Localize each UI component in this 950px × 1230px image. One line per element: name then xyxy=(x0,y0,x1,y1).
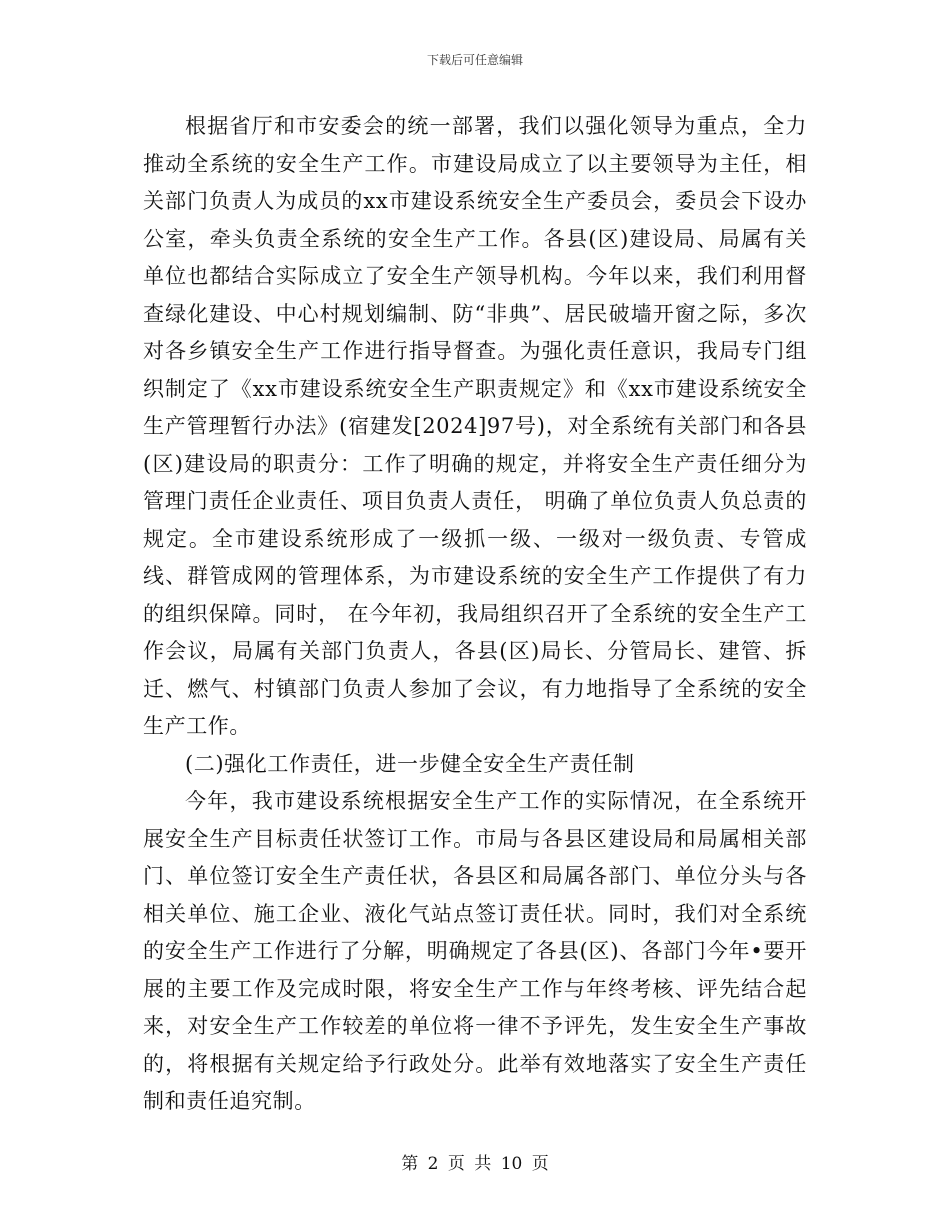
document-body xyxy=(143,108,807,1121)
paragraph-leadership: 根据省厅和市安委会的统一部署，我们以强化领导为重点，全力推动全系统的安全生产工作。市建设局成立了以主要领导为主任，相关部门负责人为成员的xx市建设系统安全生产委员会，委员会下设办公室，牵头负责全系统的安全生产工作。各县(区)建设局、局属有关单位也都结合实际成立了安全生产领导机构。今年以来，我们利用督查绿化建设、中心村规划编制、防“非典”、居民破墙开窗之际，多次对各乡镇安全生产工作进行指导督查。为强化责任意识，我局专门组织制定了《xx市建设系统安全生产职责规定》和《xx市建设系统安全生产管理暂行办法》(宿建发[2024]97号)，对全系统有关部门和各县(区)建设局的职责分：工作了明确的规定，并将安全生产责任细分为管理门责任企业责任、项目负责人责任， 明确了单位负责人负总责的规定。全市建设系统形成了一级抓一级、一级对一级负责、专管成线、群管成网的管理体系，为市建设系统的安全生产工作提供了有力的组织保障。同时， 在今年初，我局组织召开了全系统的安全生产工作会议，局属有关部门负责人，各县(区)局长、分管局长、建管、拆迁、燃气、村镇部门负责人参加了会议，有力地指导了全系统的安全生产工作。 xyxy=(143,114,807,738)
page-number: 第 2 页 共 10 页 xyxy=(401,1154,549,1174)
page-header: 下载后可任意编辑 xyxy=(426,53,523,67)
paragraph-responsibility: 今年，我市建设系统根据安全生产工作的实际情况，在全系统开展安全生产目标责任状签订工作。市局与各县区建设局和局属相关部门、单位签订安全生产责任状，各县区和局属各部门、单位分头与各相关单位、施工企业、液化气站点签订责任状。同时，我们对全系统的安全生产工作进行了分解，明确规定了各县(区)、各部门今年•要开展的主要工作及完成时限，将安全生产工作与年终考核、评先结合起来，对安全生产工作较差的单位将一律不予评先，发生安全生产事故的，将根据有关规定给予行政处分。此举有效地落实了安全生产责任制和责任追究制。 xyxy=(143,789,807,1113)
section-heading: (二)强化工作责任，进一步健全安全生产责任制 xyxy=(185,751,635,776)
